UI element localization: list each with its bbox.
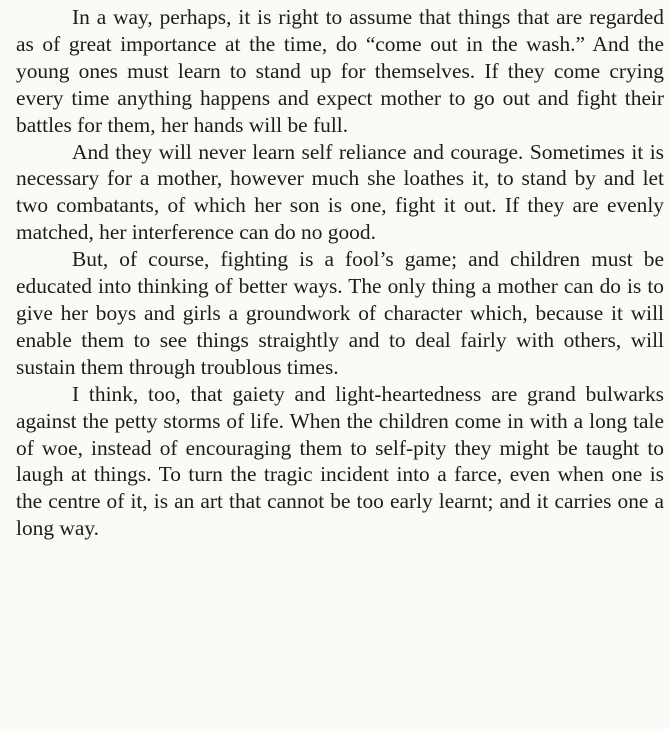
paragraph-1: In a way, perhaps, it is right to assume that things that are regarded as of great importance at the time, do “come out in the wash.” And the young ones must learn to stand up for themselves. If they come crying every time anything happens and expect mother to go out and fight their battles for them, her hands will be full. <box>16 5 664 137</box>
paragraph-3: But, of course, fighting is a fool’s game; and children must be educated into thinking of better ways. The only thing a mother can do is to give her boys and girls a groundwork of character which, because it will enable them to see things straightly and to deal fairly with others, will sustain them through troublous times. <box>16 247 664 379</box>
paragraph-2: And they will never learn self reliance and courage. Sometimes it is necessary for a mother, however much she loathes it, to stand by and let two combatants, of which her son is one, fight it out. If they are evenly matched, her interference can do no good. <box>16 139 664 245</box>
paragraph-4: I think, too, that gaiety and light-heartedness are grand bulwarks against the petty storms of life. When the children come in with a long tale of woe, instead of encouraging them to self-pity they might be taught to laugh at things. To turn the tragic incident into a farce, even when one is the centre of it, is an art that cannot be too early learnt; and it carries one a long way. <box>16 381 664 541</box>
